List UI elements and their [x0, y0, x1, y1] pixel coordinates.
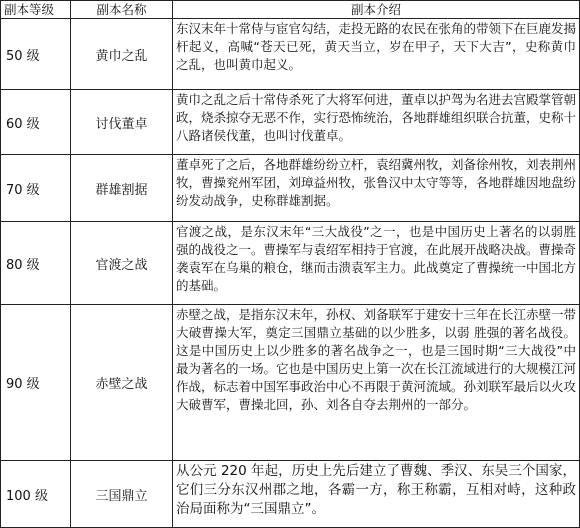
table-row: [1, 305, 580, 461]
table-row: [1, 461, 580, 528]
table-row: [1, 222, 580, 305]
header-intro[interactable]: 副本介绍: [173, 1, 580, 19]
cell-level[interactable]: 60 级: [1, 90, 71, 155]
header-row: [1, 1, 580, 19]
table-row: [1, 90, 580, 155]
cell-level[interactable]: 70 级: [1, 155, 71, 222]
cell-level[interactable]: 80 级: [1, 222, 71, 305]
cell-intro[interactable]: 董卓死了之后，各地群雄纷纷立杆，袁绍冀州牧，刘备徐州牧，刘表荆州牧，曹操兖州军团，刘璋益州牧，张鲁汉中太守等等，各地群雄因地盘纷纷发动战争，史称群雄割据。: [173, 155, 580, 222]
cell-intro[interactable]: 黄巾之乱之后十常侍杀死了大将军何进，董卓以护驾为名进去宫殿掌管朝政，烧杀掠夺无恶不作，实行恐怖统治，各地群雄组织联合抗董，史称十八路诸侯伐董，也叫讨伐董卓。: [173, 90, 580, 155]
cell-name[interactable]: 黄巾之乱: [71, 19, 173, 90]
cell-level[interactable]: 50 级: [1, 19, 71, 90]
cell-name[interactable]: 赤壁之战: [71, 305, 173, 461]
cell-intro[interactable]: 东汉末年十常侍与宦官勾结，走投无路的农民在张角的带领下在巨鹿发揭杆起义，高喊“苍天已死，黄天当立，岁在甲子，天下大吉”，史称黄巾之乱，也叫黄巾起义。: [173, 19, 580, 90]
cell-intro[interactable]: 从公元 220 年起，历史上先后建立了曹魏、季汉、东吴三个国家，它们三分东汉州郡之地，各霸一方，称王称霸，互相对峙，这种政治局面称为“三国鼎立”。: [173, 461, 580, 528]
table-row: [1, 155, 580, 222]
cell-name[interactable]: 讨伐董卓: [71, 90, 173, 155]
cell-name[interactable]: 群雄割据: [71, 155, 173, 222]
header-level[interactable]: 副本等级: [1, 1, 71, 19]
cell-intro[interactable]: 官渡之战，是东汉末年“三大战役”之一，也是中国历史上著名的以弱胜强的战役之一。曹操军与袁绍军相持于官渡，在此展开战略决战。曹操奇袭袁军在乌巢的粮仓，继而击溃袁军主力。此战奠定了曹操统一中国北方的基础。: [173, 222, 580, 305]
cell-level[interactable]: 100 级: [1, 461, 71, 528]
cell-level[interactable]: 90 级: [1, 305, 71, 461]
table-row: [1, 19, 580, 90]
header-name[interactable]: 副本名称: [71, 1, 173, 19]
cell-name[interactable]: 三国鼎立: [71, 461, 173, 528]
cell-intro[interactable]: 赤壁之战，是指东汉末年，孙权、刘备联军于建安十三年在长江赤壁一带大破曹操大军，奠定三国鼎立基础的以少胜多，以弱 胜强的著名战役。这是中国历史上以少胜多的著名战争之一，也是三国时期“三大战役”中最为著名的一场。它也是中国历史上第一次在长江流域进行的大规模江河 作战，标志着中国军事政治中心不再限于黄河流域。孙刘联军最后以火攻大破曹军，曹操北回，孙、刘各自夺去荆州的一部分。: [173, 305, 580, 461]
cell-name[interactable]: 官渡之战: [71, 222, 173, 305]
